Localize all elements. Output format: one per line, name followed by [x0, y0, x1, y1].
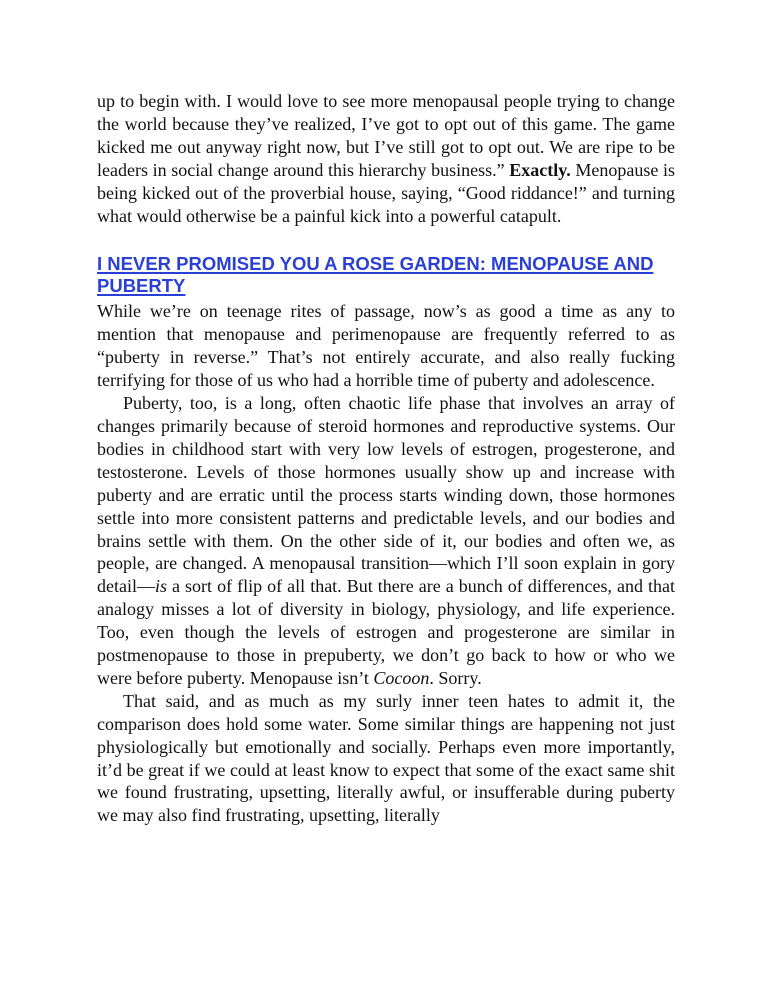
paragraph-text: a sort of flip of all that. But there are a bunch of differences, and that analogy misses a lot of diversity in biology, physiology, and life experience. Too, even though the levels of estrogen and progesterone are similar in postmenopause to those in prepuberty, we don’t go back to how or who we were before puberty. Menopause isn’t: [97, 576, 675, 688]
paragraph-comparison: [97, 690, 675, 827]
paragraph-puberty: [97, 392, 675, 690]
paragraph-text: While we’re on teenage rites of passage, now’s as good a time as any to mention that menopause and perimenopause are frequently referred to as “puberty in reverse.” That’s not entirely accurate, and also really fucking terrifying for those of us who had a horrible time of puberty and adolescence.: [97, 301, 675, 391]
paragraph-intro: [97, 300, 675, 392]
paragraph-text: Puberty, too, is a long, often chaotic life phase that involves an array of changes primarily because of steroid hormones and reproductive systems. Our bodies in childhood start with very low levels of estrogen, progesterone, and testosterone. Levels of those hormones usually show up and increase with puberty and are erratic until the process starts winding down, those hormones settle into more consistent patterns and predictable levels, and our bodies and brains settle with them. On the other side of it, our bodies and often we, as people, are changed. A menopausal transition—which I’ll soon explain in gory detail—: [97, 393, 675, 597]
paragraph-text: Menopause is being kicked out of the proverbial house, saying, “Good riddance!” and turning what would otherwise be a painful kick into a powerful catapult.: [97, 159, 675, 226]
paragraph-text: up to begin with. I would love to see more menopausal people trying to change the world because they’ve realized, I’ve got to opt out of this game. The game kicked me out anyway right now, but I’ve still got to opt out. We are ripe to be leaders in social change around this hierarchy business.”: [97, 91, 675, 180]
paragraph-text: That said, and as much as my surly inner teen hates to admit it, the comparison does hold some water. Some similar things are happening not just physiologically but emotionally and socially. Perhaps even more importantly, it’d be great if we could at least know to expect that some of the exact same shit we found frustrating, upsetting, literally awful, or insufferable during puberty we may also find frustrating, upsetting, literally: [97, 690, 675, 826]
paragraph-continuation: [97, 90, 675, 227]
paragraph-text: . Sorry.: [429, 667, 482, 688]
section-heading-link[interactable]: I NEVER PROMISED YOU A ROSE GARDEN: MENOPAUSE AND PUBERTY: [97, 253, 654, 297]
italic-emphasis: is: [154, 576, 167, 597]
italic-title: Cocoon: [373, 667, 430, 688]
page-content: [97, 90, 675, 827]
bold-emphasis: Exactly.: [509, 159, 571, 180]
